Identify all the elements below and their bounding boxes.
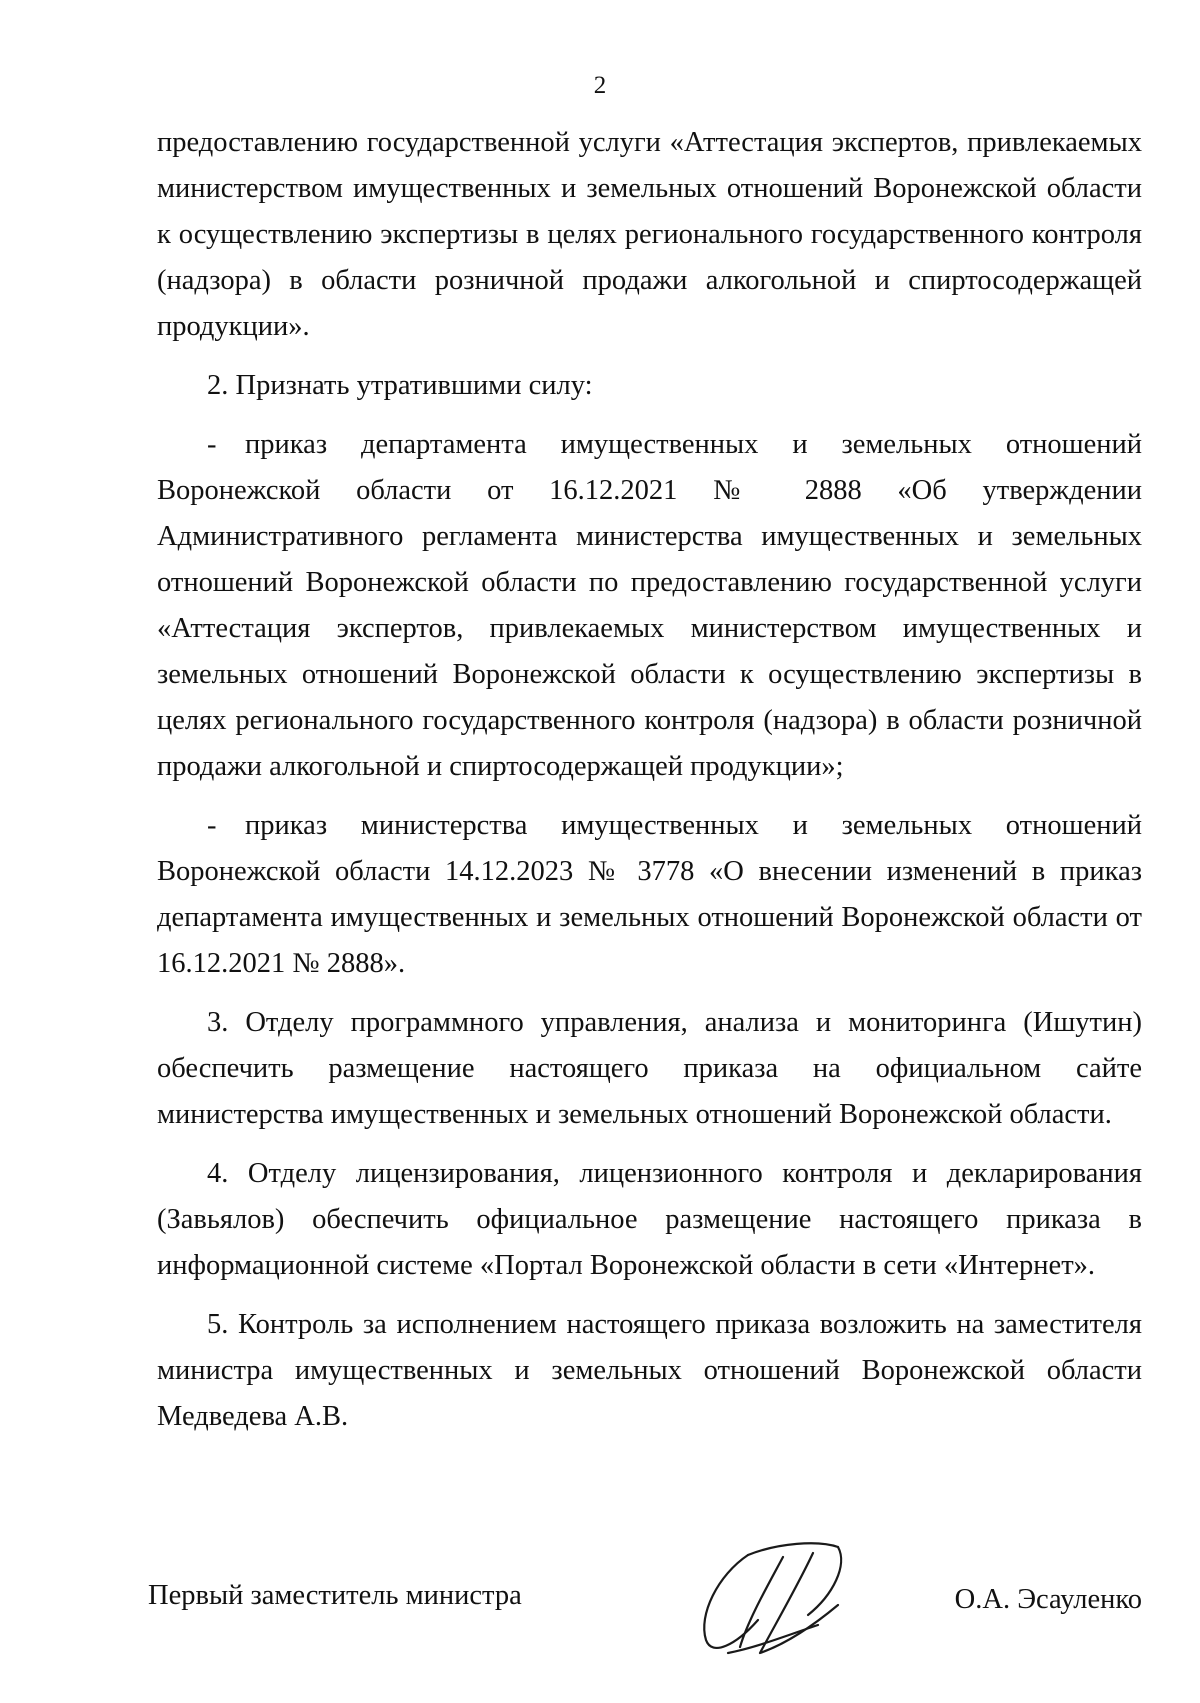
list-item-revoked-order-1 xyxy=(157,422,1142,790)
paragraph-item-4: 4. Отделу лицензирования, лицензионного контроля и декларирования (Завьялов) обеспечить официальное размещение настоящего приказа в информационной системе «Портал Воронежской области в сети «Интернет». xyxy=(157,1158,1142,1281)
list-item-text: приказ департамента имущественных и земельных отношений Воронежской области от 16.12.2021 № 2888 «Об утверждении Административного регламента министерства имущественных и земельных отношений Воронежской области по предоставлению государственной услуги «Аттестация экспертов, привлекаемых министерством имущественных и земельных отношений Воронежской области к осуществлению экспертизы в целях регионального государственного контроля (надзора) в области розничной продажи алкогольной и спиртосодержащей продукции»; xyxy=(157,429,1142,782)
paragraph-continuation: предоставлению государственной услуги «Аттестация экспертов, привлекаемых министерством имущественных и земельных отношений Воронежской области к осуществлению экспертизы в целях регионального государственного контроля (надзора) в области розничной продажи алкогольной и спиртосодержащей продукции». xyxy=(157,127,1142,342)
signature-block xyxy=(148,1540,1142,1670)
paragraph-item-3: 3. Отделу программного управления, анализа и мониторинга (Ишутин) обеспечить размещение настоящего приказа на официальном сайте министерства имущественных и земельных отношений Воронежской области. xyxy=(157,1007,1142,1130)
signatory-position: Первый заместитель министра xyxy=(148,1580,522,1611)
document-body xyxy=(157,120,1142,1453)
dash-marker: - xyxy=(207,810,217,841)
dash-marker: - xyxy=(207,429,217,460)
list-item-revoked-order-2 xyxy=(157,803,1142,987)
paragraph-item-2: 2. Признать утратившими силу: xyxy=(207,370,593,401)
page-number: 2 xyxy=(593,72,607,99)
handwritten-signature-icon xyxy=(688,1535,868,1665)
signatory-name: О.А. Эсауленко xyxy=(954,1584,1142,1615)
list-item-text: приказ министерства имущественных и земельных отношений Воронежской области 14.12.2023 № 3778 «О внесении изменений в приказ департамента имущественных и земельных отношений Воронежской области от 16.12.2021 № 2888». xyxy=(157,810,1142,979)
paragraph-item-5: 5. Контроль за исполнением настоящего приказа возложить на заместителя министра имущественных и земельных отношений Воронежской области Медведева А.В. xyxy=(157,1309,1142,1432)
